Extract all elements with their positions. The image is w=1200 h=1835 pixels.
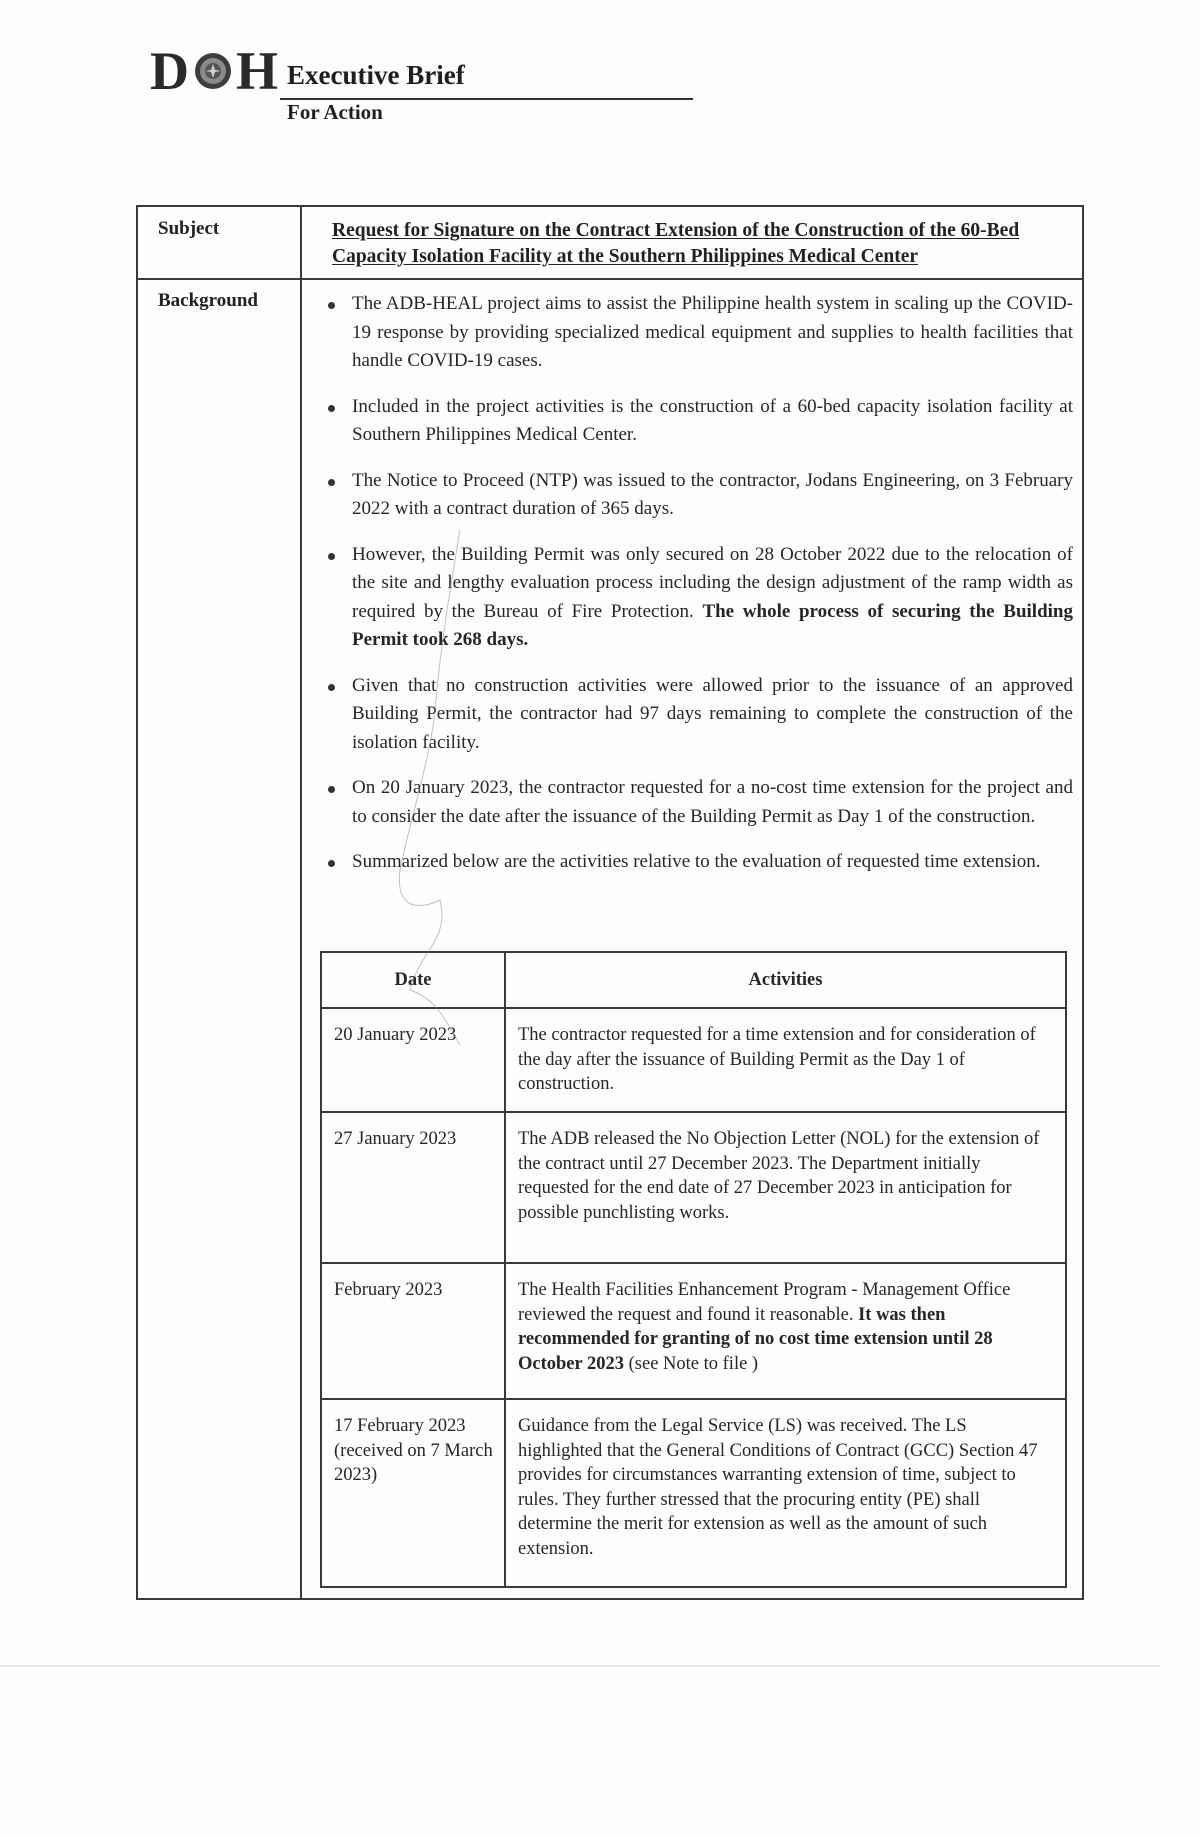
doh-logo <box>150 41 280 101</box>
bullet-item: However, the Building Permit was only secured on 28 October 2022 due to the relocation of the site and lengthy evaluation process including the design adjustment of the ramp width as required by the Bureau of Fire Protection. The whole process of securing the Building Permit took 268 days. <box>325 541 1073 655</box>
activities-column-header: Activities <box>505 952 1066 1008</box>
logo-letter-d: D <box>150 41 190 101</box>
doh-seal-icon <box>193 51 233 91</box>
bullet-item: The ADB-HEAL project aims to assist the Philippine health system in scaling up the COVID-19 response by providing specialized medical equipment and supplies to health facilities that handle COVID-19 cases. <box>325 290 1073 376</box>
bullet-item: The Notice to Proceed (NTP) was issued to the contractor, Jodans Engineering, on 3 February 2022 with a contract duration of 365 days. <box>325 467 1073 524</box>
document-type: For Action <box>287 100 383 124</box>
activity-emphasis: It was then recommended for granting of no cost time extension until 28 October 2023 <box>518 1304 993 1374</box>
activity-cell: The ADB released the No Objection Letter (NOL) for the extension of the contract until 27 December 2023. The Department initially requested for the end date of 27 December 2023 in anticipation for possible punchlisting works. <box>505 1112 1066 1263</box>
document-title: Executive Brief <box>287 60 465 90</box>
page-edge <box>0 1665 1160 1667</box>
subject-label: Subject <box>158 218 220 239</box>
activity-cell: Guidance from the Legal Service (LS) was received. The LS highlighted that the General Conditions of Contract (GCC) Section 47 provides for circumstances warranting extension of time, subject to rules. They further stressed that the procuring entity (PE) shall determine the merit for extension as well as the amount of such extension. <box>505 1399 1066 1587</box>
column-divider <box>300 205 302 1598</box>
bullet-item: Included in the project activities is the construction of a 60-bed capacity isolation facility at Southern Philippines Medical Center. <box>325 393 1073 450</box>
date-cell: 27 January 2023 <box>321 1112 505 1263</box>
logo-letter-h: H <box>236 41 280 101</box>
pen-annotation <box>380 530 500 1050</box>
table-row <box>321 1112 1066 1263</box>
table-row <box>321 1399 1066 1587</box>
row-divider <box>136 278 1084 280</box>
background-label: Background <box>158 290 258 311</box>
activity-cell: The Health Facilities Enhancement Program - Management Office reviewed the request and found it reasonable. It was then recommended for granting of no cost time extension until 28 October 2023 (see Note to file ) <box>505 1263 1066 1399</box>
subject-text: Request for Signature on the Contract Extension of the Construction of the 60-Bed Capacity Isolation Facility at the Southern Philippines Medical Center <box>332 220 1020 267</box>
date-cell: February 2023 <box>321 1263 505 1399</box>
bullet-emphasis: The whole process of securing the Building Permit took 268 days. <box>352 600 1073 650</box>
bullet-item: On 20 January 2023, the contractor requested for a no-cost time extension for the project and to consider the date after the issuance of the Building Permit as Day 1 of the construction. <box>325 774 1073 831</box>
activity-cell: The contractor requested for a time extension and for consideration of the day after the issuance of Building Permit as the Day 1 of construction. <box>505 1008 1066 1112</box>
date-column-header: Date <box>321 952 505 1008</box>
bullet-item: Summarized below are the activities relative to the evaluation of requested time extension. <box>325 848 1073 877</box>
date-cell: 17 February 2023 (received on 7 March 2023) <box>321 1399 505 1587</box>
date-cell: 20 January 2023 <box>321 1008 505 1112</box>
bullet-item: Given that no construction activities were allowed prior to the issuance of an approved Building Permit, the contractor had 97 days remaining to complete the construction of the isolation facility. <box>325 672 1073 758</box>
table-row <box>321 1263 1066 1399</box>
